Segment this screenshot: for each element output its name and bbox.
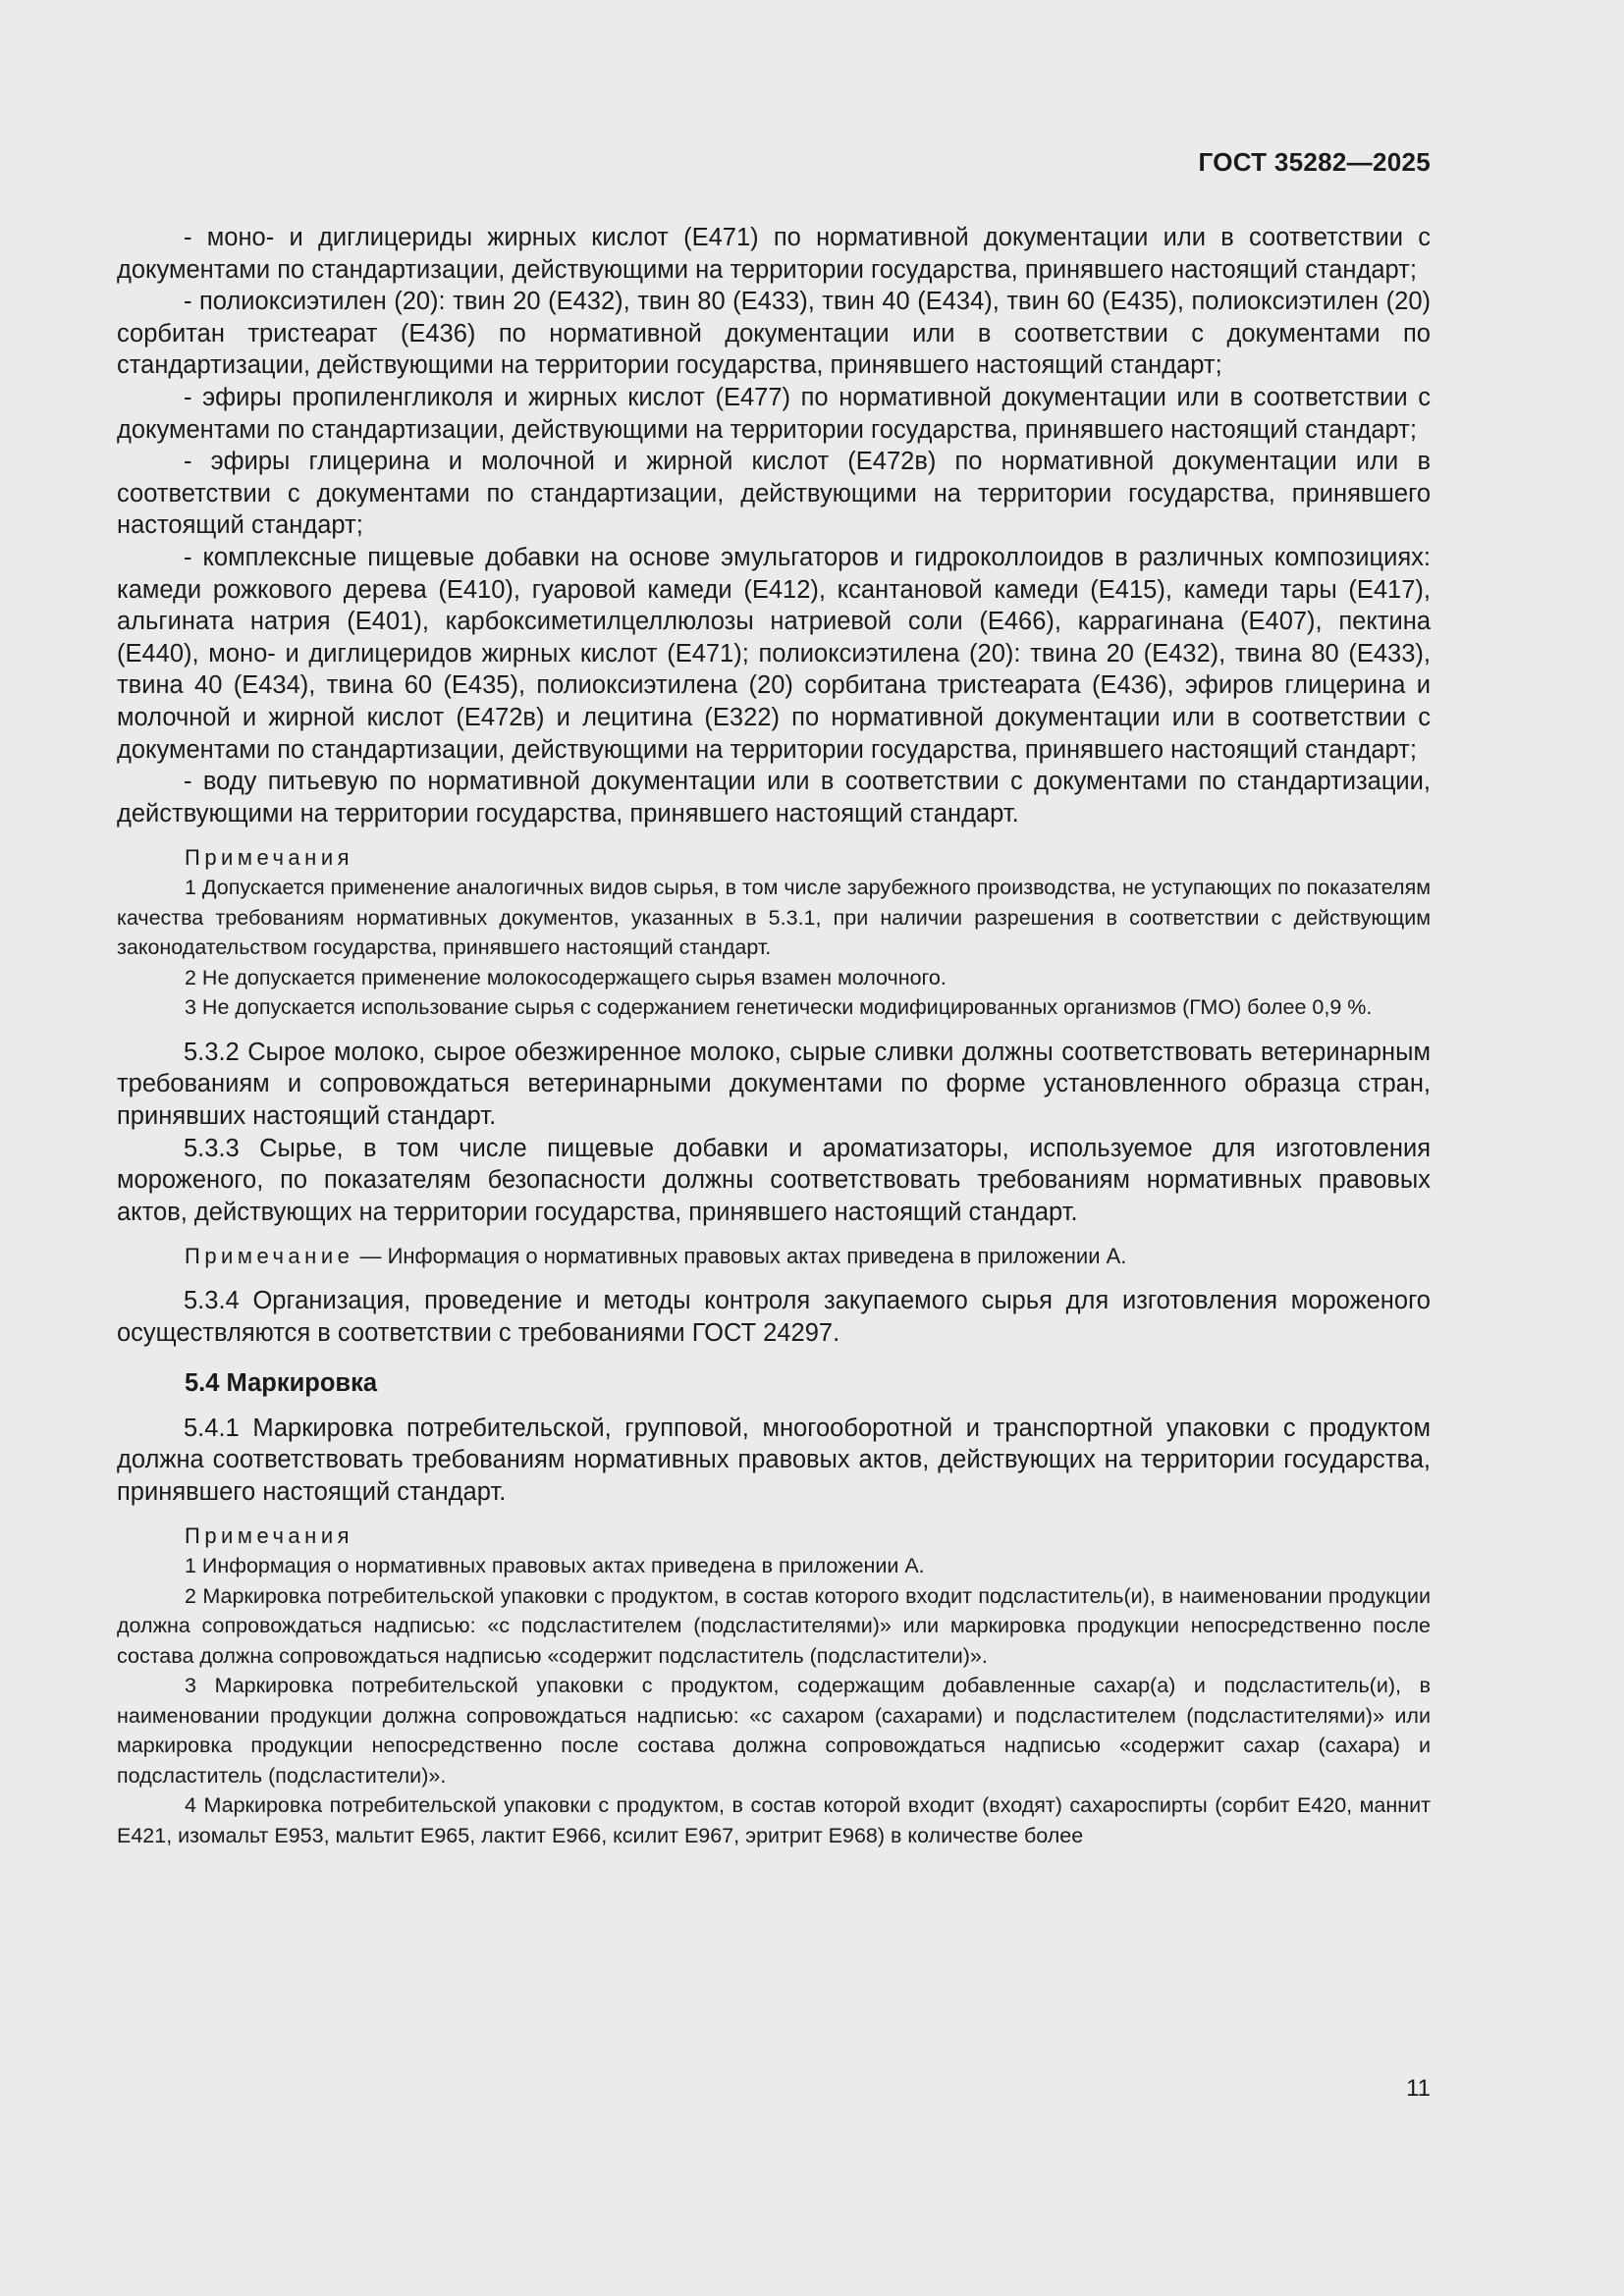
note-text: — Информация о нормативных правовых актах приведена в приложении А. xyxy=(359,1244,1127,1269)
list-item: - моно- и диглицериды жирных кислот (Е471) по нормативной документации или в соответствии с документами по стандартизации, действующими на территории государства, принявшего настоящий стандарт; xyxy=(117,224,1431,284)
section-heading: 5.4 Маркировка xyxy=(185,1368,378,1397)
notes-title: Примечания xyxy=(185,1523,354,1549)
note-item: 2 Не допускается применение молокосодержащего сырья взамен молочного. xyxy=(185,965,947,989)
note-single xyxy=(117,1242,1431,1271)
list-item: - воду питьевую по нормативной документации или в соответствии с документами по стандартизации, действующими на территории государства, принявшего настоящий стандарт. xyxy=(117,768,1431,828)
list-item: - эфиры глицерина и молочной и жирной кислот (Е472в) по нормативной документации или в соответствии с документами по стандартизации, действующими на территории государства, принявшего настоящий стандарт; xyxy=(117,448,1431,540)
note-item: 4 Маркировка потребительской упаковки с продуктом, в состав которой входит (входят) сахароспирты (сорбит Е420, маннит Е421, изомальт Е953, мальтит Е965, лактит Е966, ксилит Е967, эритрит Е968) в количестве более xyxy=(117,1793,1431,1847)
page-content xyxy=(117,222,1431,1850)
notes-title: Примечания xyxy=(185,845,354,871)
note-label: Примечание xyxy=(185,1244,354,1269)
clause-5-3-2: 5.3.2 Сырое молоко, сырое обезжиренное молоко, сырые сливки должны соответствовать ветеринарным требованиям и сопровождаться ветеринарными документами по форме установленного образца стран, принявших настоящий стандарт. xyxy=(117,1038,1431,1130)
note-item: 3 Маркировка потребительской упаковки с продуктом, содержащим добавленные сахар(а) и подсластитель(и), в наименовании продукции должна сопровождаться надписью: «с сахаром (сахарами) и подсластителем (подсластителями)» или маркировка продукции непосредственно после состава должна сопровождаться надписью «содержит сахар (сахара) и подсластитель (подсластители)». xyxy=(117,1674,1431,1788)
clause-5-3-3: 5.3.3 Сырье, в том числе пищевые добавки и ароматизаторы, используемое для изготовления мороженого, по показателям безопасности должны соответствовать требованиям нормативных правовых актов, действующих на территории государства, принявшего настоящий стандарт. xyxy=(117,1134,1431,1226)
document-id: ГОСТ 35282—2025 xyxy=(1198,147,1431,177)
list-item: - эфиры пропиленгликоля и жирных кислот (Е477) по нормативной документации или в соответствии с документами по стандартизации, действующими на территории государства, принявшего настоящий стандарт; xyxy=(117,383,1431,444)
list-item: - комплексные пищевые добавки на основе эмульгаторов и гидроколлоидов в различных композициях: камеди рожкового дерева (Е410), гуаровой камеди (Е412), ксантановой камеди (Е415), камеди тары (Е417), альгината натрия (Е401), карбоксиметилцеллюлозы натриевой соли (Е466), каррагинана (Е407), пектина (Е440), моно- и диглицеридов жирных кислот (Е471); полиоксиэтилена (20): твина 20 (Е432), твина 80 (Е433), твина 40 (Е434), твина 60 (Е435), полиоксиэтилена (20) сорбитана тристеарата (Е436), эфиров глицерина и молочной и жирной кислот (Е472в) и лецитина (Е322) по нормативной документации или в соответствии с документами по стандартизации, действующими на территории государства, принявшего настоящий стандарт; xyxy=(117,543,1431,764)
note-item: 2 Маркировка потребительской упаковки с продуктом, в состав которого входит подсластитель(и), в наименовании продукции должна сопровождаться надписью: «с подсластителем (подсластителями)» или маркировка продукции непосредственно после состава должна сопровождаться надписью «содержит подсластитель (подсластители)». xyxy=(117,1583,1431,1668)
note-item: 1 Информация о нормативных правовых актах приведена в приложении А. xyxy=(185,1554,925,1578)
clause-5-4-1: 5.4.1 Маркировка потребительской, групповой, многооборотной и транспортной упаковки с продуктом должна соответствовать требованиям нормативных правовых актов, действующих на территории государства, принявшего настоящий стандарт. xyxy=(117,1414,1431,1506)
page-number: 11 xyxy=(1406,2075,1431,2102)
note-item: 3 Не допускается использование сырья с содержанием генетически модифицированных организмов (ГМО) более 0,9 %. xyxy=(185,995,1373,1020)
list-item: - полиоксиэтилен (20): твин 20 (Е432), твин 80 (Е433), твин 40 (Е434), твин 60 (Е435), полиоксиэтилен (20) сорбитан тристеарат (Е436) по нормативной документации или в соответствии с документами по стандартизации, действующими на территории государства, принявшего настоящий стандарт; xyxy=(117,288,1431,380)
note-item: 1 Допускается применение аналогичных видов сырья, в том числе зарубежного производства, не уступающих по показателям качества требованиям нормативных документов, указанных в 5.3.1, при наличии разрешения в соответствии с действующим законодательством государства, принявшего настоящий стандарт. xyxy=(117,876,1431,960)
clause-5-3-4: 5.3.4 Организация, проведение и методы контроля закупаемого сырья для изготовления мороженого осуществляются в соответствии с требованиями ГОСТ 24297. xyxy=(117,1287,1431,1347)
